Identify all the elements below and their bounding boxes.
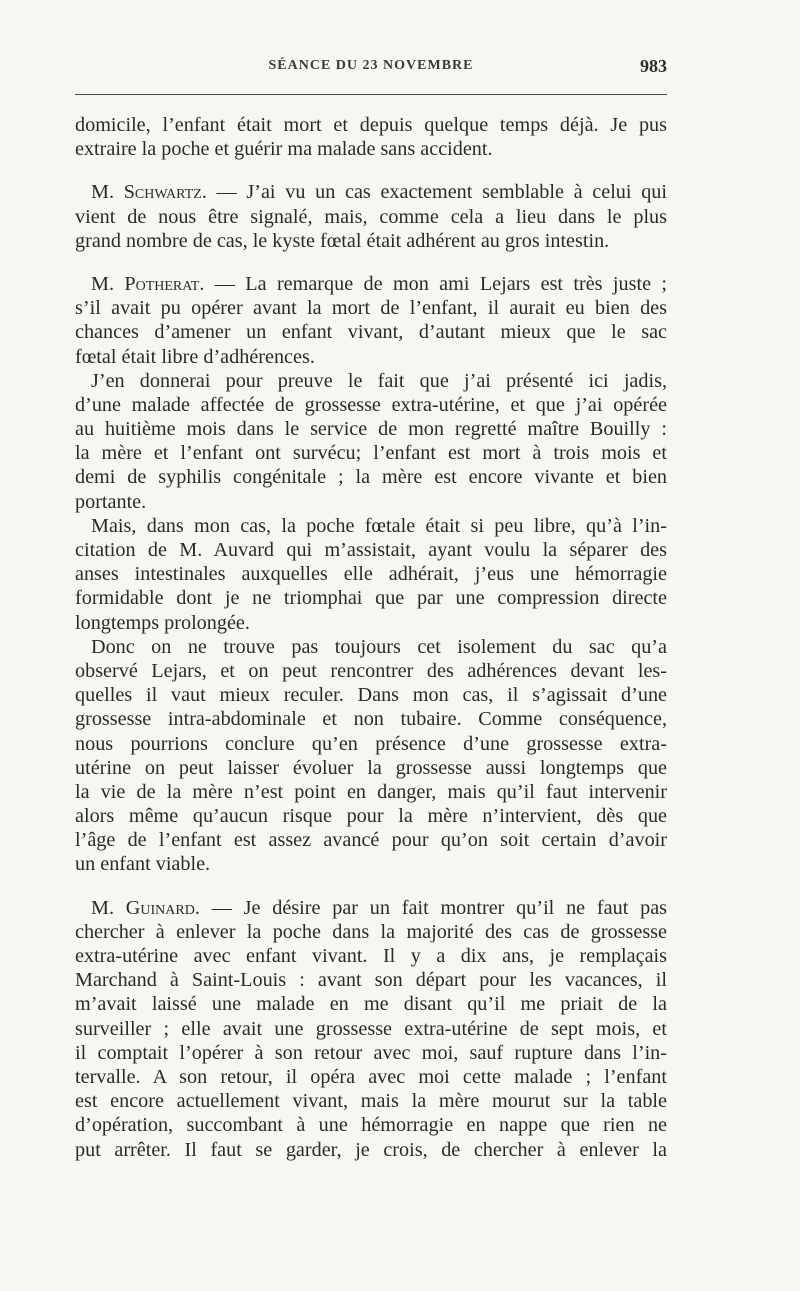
- text-line: [75, 180, 667, 204]
- speaker-name: Schwartz.: [123, 181, 207, 204]
- text-line: vient de nous être signalé, mais, comme cela a lieu dans le plus: [75, 205, 667, 228]
- text-line: Donc on ne trouve pas toujours cet isolement du sac qu’a: [91, 635, 667, 658]
- text-line: m’avait laissé une malade en me disant qu’il me priait de la: [75, 993, 667, 1016]
- speaker-name: Potherat.: [124, 272, 205, 295]
- running-title: SÉANCE DU 23 NOVEMBRE: [268, 58, 474, 73]
- text-line: l’âge de l’enfant est assez avancé pour qu’on soit certain d’avoir: [75, 829, 667, 852]
- text-line: put arrêter. Il faut se garder, je crois, de chercher à enlever la: [75, 1138, 667, 1161]
- page-header: [75, 58, 667, 82]
- speaker-prefix: M.: [91, 181, 124, 204]
- paragraph-gap: [75, 877, 667, 896]
- text-line: fœtal était libre d’adhérences.: [75, 345, 315, 368]
- paragraph-continuation: [75, 113, 667, 161]
- text-line: chercher à enlever la poche dans la majorité des cas de grossesse: [75, 920, 667, 943]
- text-line: est encore actuellement vivant, mais la mère mourut sur la table: [75, 1090, 667, 1113]
- speaker-name: Guinard.: [125, 896, 200, 919]
- text-line: observé Lejars, et on peut rencontrer des adhérences devant les-: [75, 659, 667, 682]
- text-line: quelles il vaut mieux reculer. Dans mon cas, il s’agissait d’une: [75, 684, 667, 707]
- text-line: la mère et l’enfant ont survécu; l’enfant est mort à trois mois et: [75, 442, 667, 465]
- paragraph-case: [75, 514, 667, 635]
- paragraph-schwartz: [75, 180, 667, 253]
- text-line: J’en donnerai pour preuve le fait que j’ai présenté ici jadis,: [91, 369, 667, 392]
- text-line: nous pourrions conclure qu’en présence d’une grossesse extra-: [75, 732, 667, 755]
- text-line: Marchand à Saint-Louis : avant son départ pour les vacances, il: [75, 969, 667, 992]
- text-segment: — La remarque de mon ami Lejars est très juste ;: [204, 272, 667, 295]
- text-line: utérine on peut laisser évoluer la grossesse aussi longtemps que: [75, 756, 667, 779]
- speaker-prefix: M.: [91, 272, 125, 295]
- body-text: [75, 113, 667, 1162]
- text-line: longtemps prolongée.: [75, 611, 250, 634]
- text-line: demi de syphilis congénitale ; la mère est encore vivante et bien: [75, 466, 667, 489]
- text-line: chances d’amener un enfant vivant, d’autant mieux que le sac: [75, 321, 667, 344]
- text-line: un enfant viable.: [75, 853, 211, 876]
- speaker-prefix: M.: [91, 896, 126, 919]
- text-line: [75, 272, 667, 296]
- text-line: au huitième mois dans le service de mon regretté maître Bouilly :: [75, 418, 667, 441]
- text-line: domicile, l’enfant était mort et depuis quelque temps déjà. Je pus: [75, 114, 667, 136]
- text-line: extra-utérine avec enfant vivant. Il y a dix ans, je remplaçais: [75, 945, 667, 967]
- page-number: 983: [640, 56, 667, 76]
- text-line: citation de M. Auvard qui m’assistait, ayant voulu la séparer des: [75, 539, 667, 561]
- paragraph-proof: [75, 369, 667, 514]
- text-line: s’il avait pu opérer avant la mort de l’enfant, il aurait eu bien des: [75, 297, 667, 320]
- text-line: extraire la poche et guérir ma malade sans accident.: [75, 138, 493, 161]
- text-line: grossesse intra-abdominale et non tubaire. Comme conséquence,: [75, 708, 667, 731]
- text-line: tervalle. A son retour, il opéra avec moi cette malade ; l’enfant: [75, 1065, 667, 1088]
- text-segment: — Je désire par un fait montrer qu’il ne faut pas: [199, 896, 668, 919]
- text-line: anses intestinales auxquelles elle adhérait, j’eus une hémorragie: [75, 563, 667, 586]
- paragraph-guinard: [75, 896, 667, 1162]
- text-line: portante.: [75, 490, 147, 513]
- text-line: alors même qu’aucun risque pour la mère n’intervient, dès que: [75, 805, 667, 828]
- paragraph-conclusion: [75, 635, 667, 877]
- text-line: grand nombre de cas, le kyste fœtal était adhérent au gros intestin.: [75, 229, 610, 252]
- header-rule: [75, 94, 667, 95]
- paragraph-gap: [75, 253, 667, 272]
- text-line: la vie de la mère n’est point en danger, mais qu’il faut intervenir: [75, 780, 667, 803]
- text-line: Mais, dans mon cas, la poche fœtale était si peu libre, qu’à l’in-: [91, 514, 667, 537]
- text-line: formidable dont je ne triomphai que par une compression directe: [75, 587, 667, 610]
- text-segment: — J’ai vu un cas exactement semblable à celui qui: [206, 181, 667, 204]
- text-line: d’une malade affectée de grossesse extra-utérine, et que j’ai opérée: [75, 393, 667, 416]
- paragraph-gap: [75, 161, 667, 180]
- text-line: il comptait l’opérer à son retour avec moi, sauf rupture dans l’in-: [75, 1041, 667, 1064]
- text-line: surveiller ; elle avait une grossesse extra-utérine de sept mois, et: [75, 1017, 667, 1040]
- paragraph-potherat: [75, 272, 667, 369]
- text-line: [75, 896, 667, 920]
- text-line: d’opération, succombant à une hémorragie en nappe que rien ne: [75, 1114, 667, 1137]
